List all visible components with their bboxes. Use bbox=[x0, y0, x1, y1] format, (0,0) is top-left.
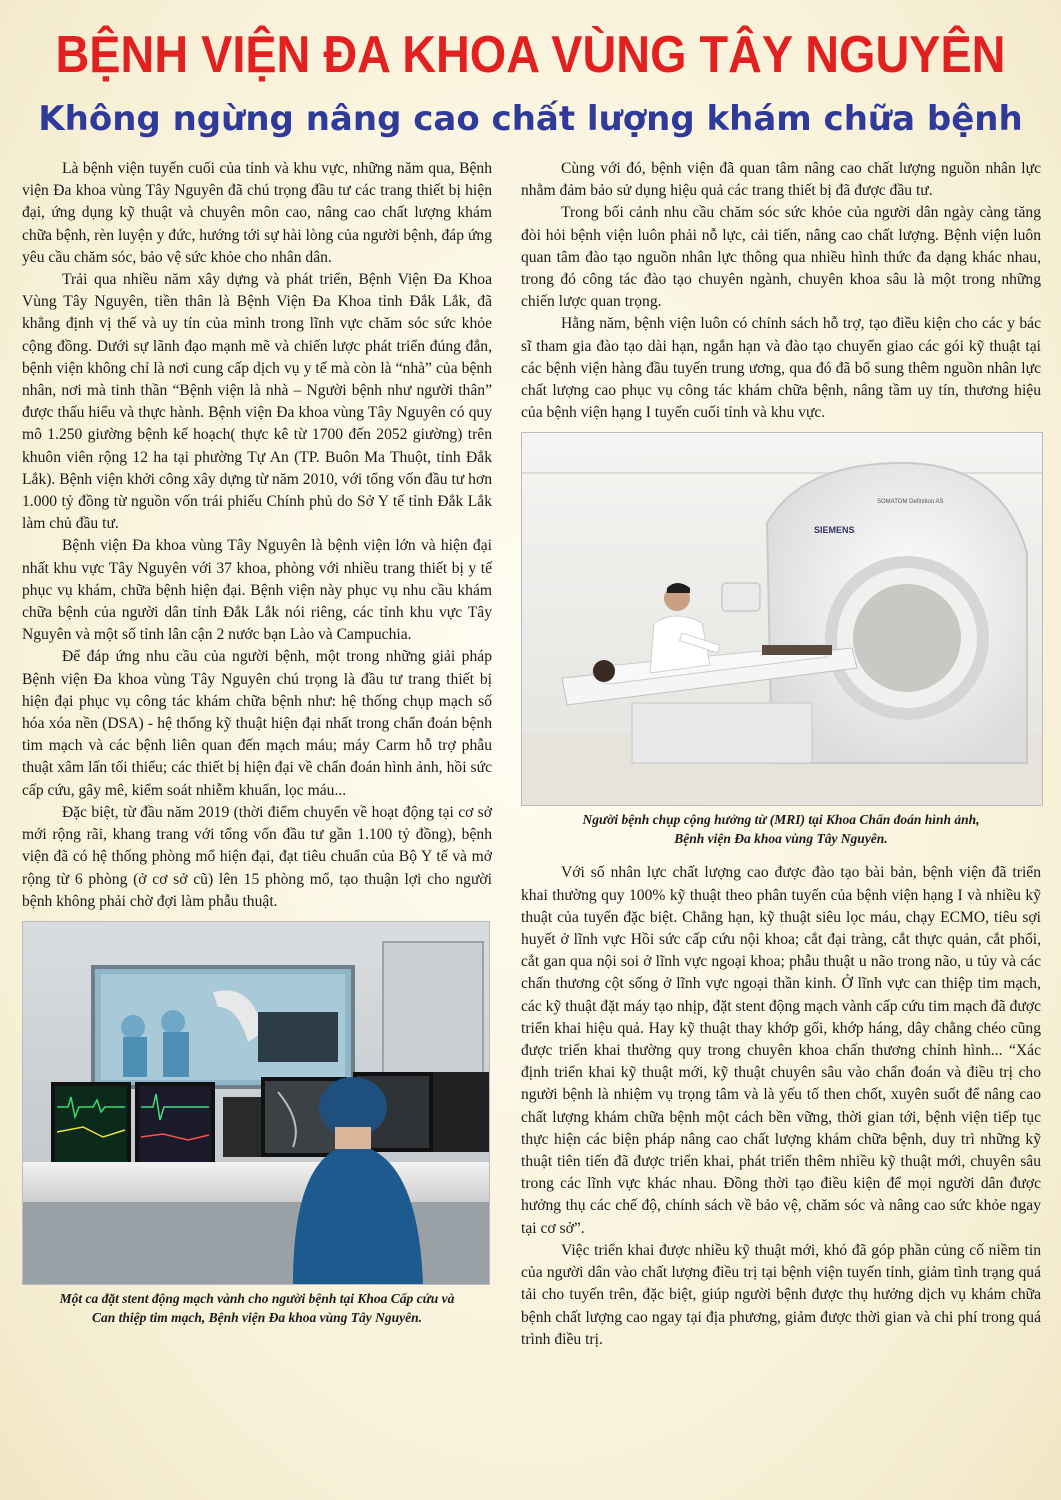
cath-lab-photo bbox=[22, 921, 490, 1285]
caption-line: Can thiệp tim mạch, Bệnh viện Đa khoa vùng Tây Nguyên. bbox=[91, 1309, 423, 1325]
paragraph: Là bệnh viện tuyến cuối của tỉnh và khu vực, những năm qua, Bệnh viện Đa khoa vùng Tây Nguyên đã chú trọng đầu tư các trang thiết bị hiện đại, ứng dụng kỹ thuật và chuyên môn cao, nâng cao chất lượng khám chữa bệnh, rèn luyện y đức, hướng tới sự hài lòng của người bệnh, đáp ứng yêu cầu chăm sóc, bảo vệ sức khỏe cho nhân dân. bbox=[22, 160, 492, 266]
article-title: BỆNH VIỆN ĐA KHOA VÙNG TÂY NGUYÊN bbox=[55, 26, 1006, 84]
paragraph: Cùng với đó, bệnh viện đã quan tâm nâng cao chất lượng nguồn nhân lực nhằm đảm bảo sử dụng hiệu quả các trang thiết bị đã được đầu tư. bbox=[521, 160, 1041, 200]
paragraph: Trải qua nhiều năm xây dựng và phát triển, Bệnh Viện Đa Khoa Vùng Tây Nguyên, tiền thân là Bệnh Viện Đa Khoa tỉnh Đắk Lắk, đã khẳng định vị thế và uy tín của mình trong lĩnh vực chăm sóc sức khỏe cộng đồng. Dưới sự lãnh đạo mạnh mẽ và chiến lược phát triển đúng đắn, bệnh viện không chỉ là nơi cung cấp dịch vụ y tế mà còn là “nhà” của bệnh nhân, nơi mà tinh thần “Bệnh viện là nhà – Người bệnh như người thân” được thấu hiểu và thực hành. Bệnh viện Đa khoa vùng Tây Nguyên có quy mô 1.250 giường bệnh kế hoạch( thực kê từ 1700 đến 2052 giường) trên khuôn viên rộng 12 ha tại phường Tự An (TP. Buôn Ma Thuột, tỉnh Đắk Lắk). Bệnh viện khởi công xây dựng từ năm 2010, với tổng vốn đầu tư hơn 1.000 tỷ đồng từ nguồn vốn trái phiếu Chính phủ do Sở Y tế tỉnh Đắk Lắk làm chủ đầu tư. bbox=[22, 271, 492, 533]
paragraph: Việc triển khai được nhiều kỹ thuật mới, khó đã góp phần củng cố niềm tin của người dân vào chất lượng điều trị tại bệnh viện tuyến tỉnh, giảm tình trạng quá tải cho tuyến trên, đặc biệt, giúp người bệnh được thụ hưởng dịch vụ khám chữa bệnh chất lượng cao ngay tại địa phương, giảm được thời gian và chi phí trong quá trình điều trị. bbox=[521, 1241, 1041, 1348]
article-subtitle: Không ngừng nâng cao chất lượng khám chữa bệnh bbox=[38, 99, 1023, 139]
ct-scanner-photo bbox=[521, 432, 1043, 806]
right-column bbox=[521, 158, 1041, 1351]
paragraph: Bệnh viện Đa khoa vùng Tây Nguyên là bệnh viện lớn và hiện đại nhất khu vực Tây Nguyên với 37 khoa, phòng với nhiều trang thiết bị y tế phục vụ khám, chữa bệnh hiện đại. Bệnh viện này phục vụ nhu cầu khám chữa bệnh của người dân tỉnh Đắk Lắk nói riêng, các tỉnh khu vực Tây Nguyên và một số tỉnh lân cận 2 nước bạn Lào và Campuchia. bbox=[22, 537, 492, 644]
photo-caption bbox=[22, 1289, 492, 1327]
left-column bbox=[22, 158, 492, 1337]
paragraph: Trong bối cảnh nhu cầu chăm sóc sức khỏe của người dân ngày càng tăng đòi hỏi bệnh viện luôn phải nỗ lực, cải tiến, nâng cao chất lượng. Bệnh viện luôn quan tâm đào tạo nguồn nhân lực thông qua nhiều hình thức đa dạng khác nhau, trong đó công tác đào tạo chuyên ngành, chuyên khoa sâu là một trong những chiến lược quan trọng. bbox=[521, 204, 1041, 311]
scanner-model: SOMATOM Definition AS bbox=[877, 499, 944, 506]
paragraph: Đặc biệt, từ đầu năm 2019 (thời điểm chuyển về hoạt động tại cơ sở mới rộng rãi, khang trang với tổng vốn đầu tư gần 1.100 tỷ đồng), bệnh viện đã có hệ thống phòng mổ hiện đại, đạt tiêu chuẩn của Bộ Y tế và mở rộng từ 6 phòng (ở cơ sở cũ) lên 15 phòng mổ, tạo thuận lợi cho người bệnh không phải chờ đợi làm phẫu thuật. bbox=[22, 803, 492, 910]
paragraph: Với số nhân lực chất lượng cao được đào tạo bài bản, bệnh viện đã triển khai thường quy 100% kỹ thuật theo phân tuyến của bệnh viện hạng I và nhiều kỹ thuật của tuyến đặc biệt. Chẳng hạn, kỹ thuật siêu lọc máu, chạy ECMO, tiêu sợi huyết ở lĩnh vực Hồi sức cấp cứu nội khoa; cắt đại tràng, cắt thực quản, cắt phổi, cắt gan qua nội soi ở lĩnh vực ngoại khoa; phẫu thuật u não trong não, u tủy và các chấn thương cột sống ở lĩnh vực ngoại thần kinh. Ở lĩnh vực can thiệp tim mạch, các kỹ thuật đặt máy tạo nhịp, đặt stent động mạch vành cấp cứu tim mạch đã được triển khai hiệu quả. Hay kỹ thuật thay khớp gối, khớp háng, dây chằng chéo cũng được triển khai thường quy trong chuyên khoa chấn thương chỉnh hình... “Xác định triển khai kỹ thuật mới, kỹ thuật chuyên sâu vào chẩn đoán và điều trị cho người bệnh là nhiệm vụ trọng tâm và là yếu tố then chốt, xuyên suốt để nâng cao chất lượng khám chữa bệnh một cách bền vững, thời gian tới, bệnh viện tiếp tục thực hiện các biện pháp nâng cao chất lượng khám chữa bệnh, duy trì những kỹ thuật tiên tiến đã được triển khai, phát triển thêm nhiều kỹ thuật mới, chuyên sâu trong các lĩnh vực khác nhau. Đồng thời tạo điều kiện để mọi người dân được hưởng thụ các chế độ, chính sách về bảo vệ, chăm sóc và nâng cao sức khỏe ngay tại cơ sở”. bbox=[521, 864, 1041, 1237]
paragraph: Để đáp ứng nhu cầu của người bệnh, một trong những giải pháp Bệnh viện Đa khoa vùng Tây Nguyên chú trọng là đầu tư trang thiết bị hiện đại phục vụ công tác khám chữa bệnh như: hệ thống chụp mạch số hóa xóa nền (DSA) - hệ thống kỹ thuật hiện đại nhất trong chẩn đoán bệnh tim mạch và các bệnh liên quan đến mạch máu; máy Carm hỗ trợ phẫu thuật xâm lấn tối thiểu; các thiết bị hiện đại về chẩn đoán hình ảnh, hồi sức cấp cứu, gây mê, kiểm soát nhiễm khuẩn, lọc máu... bbox=[22, 648, 492, 799]
caption-line: Người bệnh chụp cộng hưởng từ (MRI) tại Khoa Chẩn đoán hình ảnh, bbox=[582, 812, 980, 828]
paragraph: Hằng năm, bệnh viện luôn có chính sách hỗ trợ, tạo điều kiện cho các y bác sĩ tham gia đào tạo dài hạn, ngắn hạn và đào tạo chuyển giao các gói kỹ thuật tại các bệnh viện hàng đầu tuyến trung ương, qua đó đã bổ sung thêm nguồn nhân lực chất lượng cao phục vụ công tác khám chữa bệnh, nâng tầm uy tín, thương hiệu của bệnh viện hạng I tuyến cuối tỉnh và khu vực. bbox=[521, 315, 1041, 422]
photo-caption bbox=[521, 810, 1041, 848]
scanner-brand: SIEMENS bbox=[814, 525, 855, 536]
caption-line: Một ca đặt stent động mạch vành cho người bệnh tại Khoa Cấp cứu và bbox=[59, 1290, 455, 1306]
caption-line: Bệnh viện Đa khoa vùng Tây Nguyên. bbox=[674, 831, 888, 847]
